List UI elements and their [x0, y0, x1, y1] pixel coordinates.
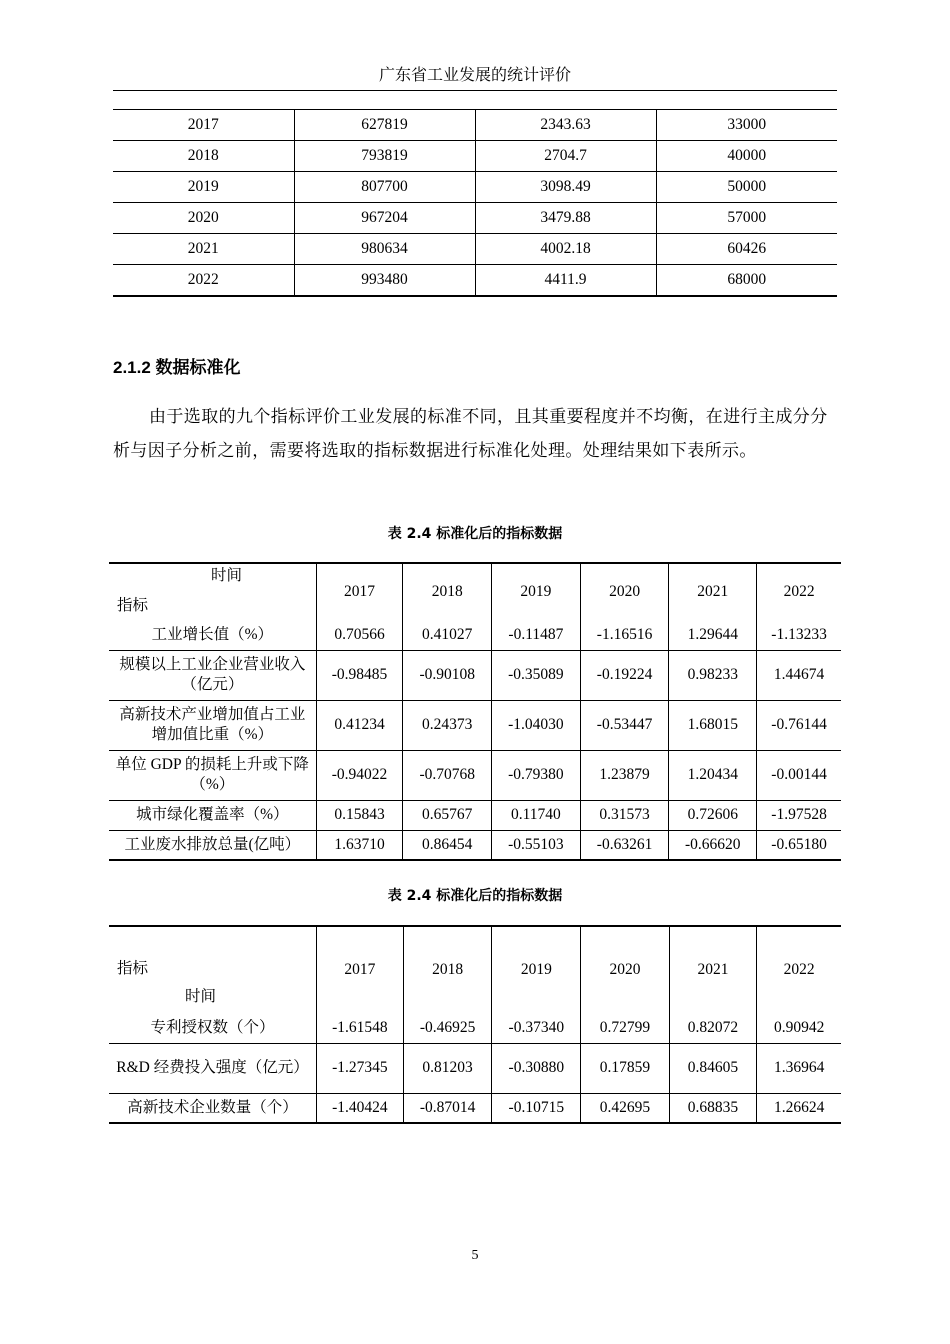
indicator-label: 工业增长值（%） [109, 620, 316, 650]
table-row [109, 830, 841, 860]
table-cell: 68000 [656, 265, 837, 297]
table-row [113, 203, 837, 234]
indicator-label: 高新技术企业数量（个） [127, 1098, 298, 1116]
table-row [109, 1043, 841, 1093]
value-cell: 1.26624 [757, 1093, 841, 1123]
value-cell: -0.37340 [492, 1013, 581, 1043]
value-cell: -0.30880 [492, 1043, 581, 1093]
table-cell: 627819 [294, 110, 475, 141]
table1-year-header: 2021 [669, 563, 757, 620]
table2-corner-header [109, 926, 316, 1013]
value-cell: 1.36964 [757, 1043, 841, 1093]
table-cell: 793819 [294, 141, 475, 172]
table-cell: 57000 [656, 203, 837, 234]
table-cell: 980634 [294, 234, 475, 265]
table-row [109, 620, 841, 650]
value-cell: 0.42695 [581, 1093, 670, 1123]
table2-corner-indicator: 指标 [117, 960, 149, 977]
indicator-label: 专利授权数（个） [109, 1013, 316, 1043]
table1-year-header: 2020 [580, 563, 669, 620]
table-cell: 3098.49 [475, 172, 656, 203]
table-row [113, 110, 837, 141]
table-cell: 2021 [113, 234, 294, 265]
page-number: 5 [471, 1248, 479, 1263]
value-cell: 0.17859 [581, 1043, 670, 1093]
value-cell: 0.65767 [403, 800, 492, 830]
value-cell: -1.40424 [316, 1093, 403, 1123]
value-cell: 1.44674 [757, 650, 841, 700]
value-cell: 0.41027 [403, 620, 492, 650]
table-cell: 2343.63 [475, 110, 656, 141]
value-cell: -1.97528 [757, 800, 841, 830]
table-cell: 2704.7 [475, 141, 656, 172]
value-cell: 0.11740 [492, 800, 581, 830]
value-cell: -0.70768 [403, 750, 492, 800]
indicator-label: 城市绿化覆盖率（%） [109, 800, 316, 830]
value-cell: -0.65180 [757, 830, 841, 860]
value-cell: 0.82072 [669, 1013, 757, 1043]
table-cell: 60426 [656, 234, 837, 265]
table-row [109, 650, 841, 700]
value-cell: 0.81203 [403, 1043, 492, 1093]
table-cell: 967204 [294, 203, 475, 234]
value-cell: -0.87014 [403, 1093, 492, 1123]
table-cell: 4002.18 [475, 234, 656, 265]
table-cell: 2022 [187, 271, 219, 288]
table-row [113, 141, 837, 172]
indicator-label: R&D 经费投入强度（亿元） [109, 1043, 316, 1093]
table1-caption: 表 2.4 标准化后的指标数据 [387, 526, 563, 542]
standardized-table-1 [109, 562, 841, 861]
value-cell: 0.68835 [669, 1093, 757, 1123]
indicator-label: 工业废水排放总量(亿吨） [124, 835, 301, 853]
table1-corner-time: 时间 [211, 567, 243, 584]
table-cell: 2019 [113, 172, 294, 203]
table2-year-header: 2022 [757, 926, 841, 1013]
value-cell: -1.13233 [757, 620, 841, 650]
table1-body [109, 620, 841, 860]
table1-year-header: 2018 [403, 563, 492, 620]
value-cell: -0.10715 [492, 1093, 581, 1123]
value-cell: -0.76144 [757, 700, 841, 750]
value-cell: 1.68015 [669, 700, 757, 750]
table-row [109, 700, 841, 750]
continued-data-table [113, 109, 837, 297]
value-cell: -0.11487 [492, 620, 581, 650]
value-cell: -0.90108 [403, 650, 492, 700]
table2-body [109, 1013, 841, 1123]
value-cell: -0.55103 [492, 830, 581, 860]
table-cell: 3479.88 [475, 203, 656, 234]
table-cell: 2018 [113, 141, 294, 172]
value-cell: -1.04030 [492, 700, 581, 750]
value-cell: 0.84605 [669, 1043, 757, 1093]
value-cell: -0.19224 [580, 650, 669, 700]
table-row [113, 172, 837, 203]
table-cell: 2017 [113, 110, 294, 141]
indicator-label: 高新技术产业增加值占工业增加值比重（%） [109, 700, 316, 750]
table1-corner-header [109, 563, 316, 620]
value-cell: -0.94022 [316, 750, 403, 800]
table2-corner-time: 时间 [185, 988, 217, 1005]
value-cell: -0.63261 [580, 830, 669, 860]
indicator-label: 单位 GDP 的损耗上升或下降（%） [109, 750, 316, 800]
value-cell: -0.46925 [403, 1013, 492, 1043]
standardized-table-2 [109, 925, 841, 1124]
table1-year-header: 2017 [316, 563, 403, 620]
continued-data-table-body [113, 110, 837, 297]
value-cell: -0.79380 [492, 750, 581, 800]
value-cell: -0.53447 [580, 700, 669, 750]
table-row [109, 800, 841, 830]
value-cell: -0.35089 [492, 650, 581, 700]
value-cell: 0.90942 [757, 1013, 841, 1043]
body-paragraph: 由于选取的九个指标评价工业发展的标准不同，且其重要程度并不均衡，在进行主成分分析与因子分析之前，需要将选取的指标数据进行标准化处理。处理结果如下表所示。 [113, 407, 828, 460]
value-cell: -0.98485 [316, 650, 403, 700]
table1-corner-indicator: 指标 [117, 597, 149, 614]
value-cell: -0.66620 [669, 830, 757, 860]
table2-year-header: 2018 [403, 926, 492, 1013]
value-cell: 1.63710 [316, 830, 403, 860]
table2-year-header: 2019 [492, 926, 581, 1013]
table-cell: 33000 [656, 110, 837, 141]
table-row [109, 750, 841, 800]
value-cell: -1.61548 [316, 1013, 403, 1043]
value-cell: 0.70566 [316, 620, 403, 650]
table-cell: 993480 [294, 265, 475, 297]
value-cell: 0.41234 [316, 700, 403, 750]
value-cell: -1.16516 [580, 620, 669, 650]
table-cell: 50000 [656, 172, 837, 203]
value-cell: 0.72606 [669, 800, 757, 830]
value-cell: -0.00144 [757, 750, 841, 800]
value-cell: -1.27345 [316, 1043, 403, 1093]
value-cell: 0.31573 [580, 800, 669, 830]
table1-year-header: 2022 [757, 563, 841, 620]
table-row [109, 1093, 841, 1123]
table-row [109, 1013, 841, 1043]
running-header: 广东省工业发展的统计评价 [113, 62, 837, 91]
table-cell: 2020 [113, 203, 294, 234]
table-cell: 807700 [294, 172, 475, 203]
indicator-label: 规模以上工业企业营业收入（亿元） [109, 650, 316, 700]
value-cell: 0.15843 [316, 800, 403, 830]
value-cell: 0.72799 [581, 1013, 670, 1043]
table1-year-header: 2019 [492, 563, 581, 620]
value-cell: 0.86454 [403, 830, 492, 860]
value-cell: 0.24373 [403, 700, 492, 750]
table2-year-header: 2020 [581, 926, 670, 1013]
table2-year-header: 2021 [669, 926, 757, 1013]
section-heading: 2.1.2 数据标准化 [113, 358, 241, 377]
value-cell: 1.23879 [580, 750, 669, 800]
table-cell: 4411.9 [475, 265, 656, 297]
table-cell: 40000 [656, 141, 837, 172]
table-row [113, 265, 837, 297]
table-row [113, 234, 837, 265]
value-cell: 1.20434 [669, 750, 757, 800]
table2-caption: 表 2.4 标准化后的指标数据 [387, 888, 563, 904]
value-cell: 1.29644 [669, 620, 757, 650]
table2-year-header: 2017 [316, 926, 403, 1013]
value-cell: 0.98233 [669, 650, 757, 700]
